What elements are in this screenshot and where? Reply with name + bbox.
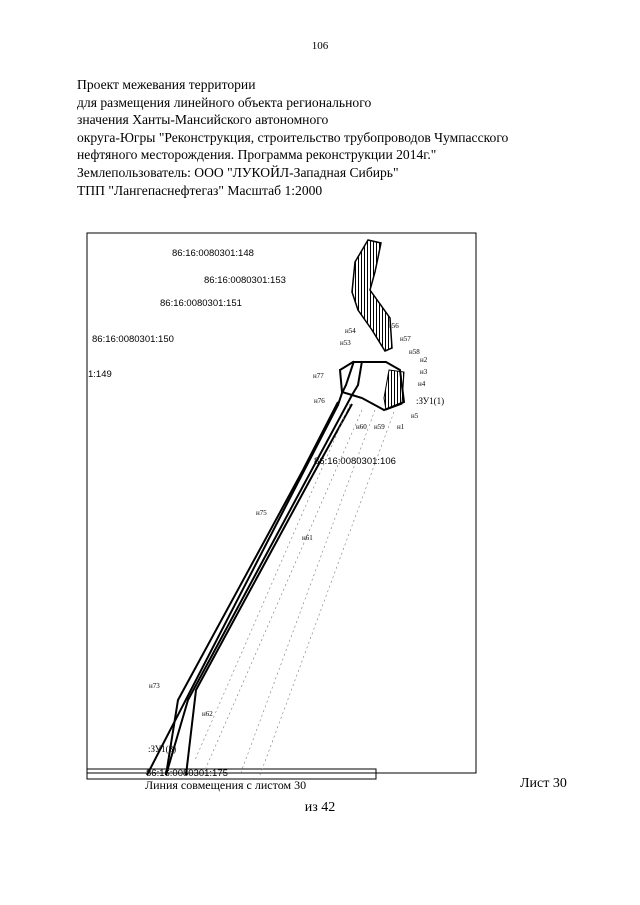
hatched-parcel (352, 240, 392, 351)
header-line: ТПП "Лангепаснефтегаз" Масштаб 1:2000 (77, 182, 323, 198)
parcel-label: :ЗУ1(8) (148, 744, 177, 754)
point-label: н53 (340, 339, 351, 347)
point-label: н73 (149, 682, 160, 690)
sheet-number: Лист 30 (520, 776, 567, 791)
point-label: н4 (418, 380, 426, 388)
point-label: н2 (420, 356, 428, 364)
header-line: округа-Югры "Реконструкция, строительство трубопроводов Чумпасского (77, 129, 509, 145)
map-frame (87, 233, 476, 773)
parcel-label: :ЗУ1(1) (416, 396, 445, 406)
header-line: Землепользователь: ООО "ЛУКОЙЛ-Западная Сибирь" (77, 164, 399, 180)
point-label: н57 (400, 335, 411, 343)
cadastral-label: 86:16:0080301:106 (314, 456, 396, 467)
point-label: н61 (302, 534, 313, 542)
cadastral-label: 86:16:0080301:153 (204, 275, 286, 286)
cadastral-label: 1:149 (88, 369, 112, 380)
point-label: н77 (313, 372, 324, 380)
header-line: значения Ханты-Мансийского автономного (77, 112, 329, 128)
point-label: н58 (409, 348, 420, 356)
hatched-parcel-small (384, 370, 404, 410)
point-label: н5 (411, 412, 419, 420)
point-label: н59 (374, 423, 385, 431)
sheet-total: из 42 (304, 800, 336, 815)
cadastral-label: 86:16:0080301:151 (160, 298, 242, 309)
page-number: 106 (311, 40, 329, 52)
header-line: для размещения линейного объекта регионального (77, 94, 372, 110)
point-label: н54 (345, 327, 356, 335)
point-label: н56 (388, 322, 399, 330)
point-label: н3 (420, 368, 428, 376)
point-label: н62 (202, 710, 213, 718)
corridor-boundary (147, 361, 362, 775)
point-label: н76 (314, 397, 325, 405)
header-line: Проект межевания территории (77, 77, 256, 92)
cadastral-label: 86:16:0080301:150 (92, 334, 174, 345)
point-label: н75 (256, 509, 267, 517)
cadastral-label: 86:16:0080301:175 (146, 768, 228, 779)
point-label: н60 (356, 423, 367, 431)
alignment-line-label: Линия совмещения с листом 30 (145, 778, 307, 792)
cadastral-label: 86:16:0080301:148 (172, 248, 254, 259)
point-label: н1 (397, 423, 405, 431)
header-line: нефтяного месторождения. Программа реконструкции 2014г." (77, 147, 437, 163)
